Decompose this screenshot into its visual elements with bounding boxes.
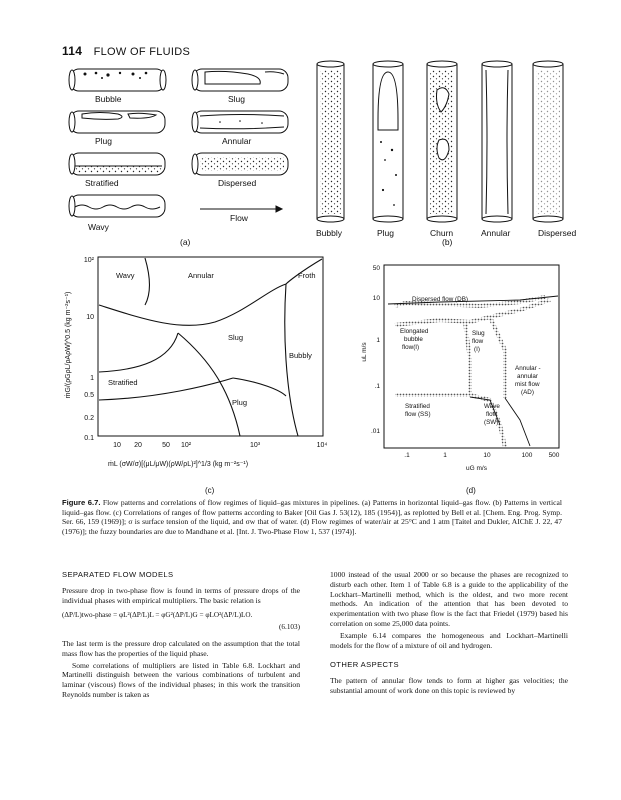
page-number: 114 — [62, 44, 83, 58]
vpipe-dispersed — [533, 61, 563, 222]
y-tick: .1 — [374, 383, 380, 390]
vpipe-churn — [427, 61, 457, 222]
label-churn: Churn — [430, 228, 454, 238]
label-annular-vertical: Annular — [481, 228, 511, 238]
pipe-stratified — [69, 153, 165, 175]
pipe-wavy — [69, 195, 165, 217]
figure-caption — [62, 498, 562, 536]
label-plug: Plug — [95, 136, 113, 146]
region-annular-mist: Annular -annular mist flow (AD) — [515, 365, 541, 396]
boundary-annular-slug — [99, 284, 286, 325]
y-tick: 0.5 — [84, 392, 94, 399]
left-column — [62, 570, 300, 702]
caption-text: Flow patterns and correlations of flow regimes of liquid–gas mixtures in pipelines. (a) Patterns in horizontal liquid–gas flow. (b) Patterns in vertical liquid–gas flow. (c) Correlations of ranges of flow patterns according to Baker [Oil Gas J. 53(12), 185 (1954)], as replotted by Bell et al. [Chem. Eng. Prog. Symp. Ser. 66, 159 (1969)]; σ is surface tension of the liquid, and σw that of water. (d) Flow regimes of water/air at 25°C and 1 atm [Taitel and Dukler, AIChE J. 22, 47 (1976)]; the fuzzy boundaries are due to Mandhane et al. [Int. J. Two-Phase Flow 1, 537 (1974)]. — [62, 498, 562, 536]
caption-label: Figure 6.7. — [62, 498, 101, 507]
taitel-x-axis-label: uG m/s — [466, 465, 487, 472]
equation-6-103 — [62, 611, 300, 621]
label-bubbly: Bubbly — [316, 228, 342, 238]
panel-d — [361, 265, 560, 495]
pipe-dispersed — [192, 153, 288, 175]
panel-b-labels — [316, 228, 577, 247]
running-title: FLOW OF FLUIDS — [93, 46, 191, 58]
x-tick: 10⁴ — [316, 442, 328, 449]
x-tick: .1 — [404, 452, 410, 459]
x-tick: 1 — [443, 452, 447, 459]
label-flow: Flow — [230, 213, 248, 223]
right-column — [330, 570, 568, 698]
region-froth: Froth — [298, 271, 316, 280]
section-heading-other-aspects: OTHER ASPECTS — [330, 660, 399, 670]
pipe-slug — [192, 69, 288, 91]
pipe-annular — [192, 111, 288, 133]
y-tick: 0.1 — [84, 435, 94, 442]
taitel-y-axis-label: uL m/s — [361, 342, 368, 362]
taitel-x-ticks — [404, 452, 560, 459]
paragraph: The pattern of annular flow tends to form at higher gas velocities; the substantial amount of work done on this topic is reviewed by — [330, 676, 568, 695]
region-slug-flow: Slug flow (I) — [472, 330, 485, 353]
x-tick: 10 — [113, 442, 121, 449]
region-wave: Wave flow (SW) — [484, 403, 500, 426]
panel-d-label: (d) — [466, 486, 476, 495]
region-wavy: Wavy — [116, 271, 135, 280]
label-wavy: Wavy — [88, 222, 109, 232]
label-slug: Slug — [228, 94, 246, 104]
taitel-y-ticks — [371, 265, 380, 435]
label-stratified: Stratified — [85, 178, 119, 188]
x-tick: 10³ — [249, 442, 261, 449]
y-tick: 10 — [372, 295, 380, 302]
boundary-wavy-annular — [145, 258, 150, 305]
boundary-slug-bubbly — [233, 378, 286, 396]
boundary-froth-bubbly — [285, 284, 298, 436]
baker-x-ticks — [113, 442, 327, 449]
panel-b-label: (b) — [442, 237, 453, 247]
baker-x-axis-label: ṁL (σW/σ)[(μL/μW)(ρW/ρL)²]^1/3 (kg m⁻²s⁻¹) — [108, 461, 249, 468]
x-tick: 500 — [548, 452, 560, 459]
region-elongated-bubble: Elongated bubble flow(I) — [400, 328, 429, 351]
baker-region-labels — [108, 271, 316, 407]
vpipe-annular — [482, 61, 512, 222]
region-slug: Slug — [228, 333, 244, 342]
region-dispersed: Dispersed flow (DB) — [412, 296, 468, 303]
y-tick: 50 — [372, 265, 380, 272]
paragraph: Some correlations of multipliers are listed in Table 6.8. Lockhart and Martinelli distinguish between the various combinations of turbulent and laminar (viscous) flows of the individual phases; in this work the transition Reynolds number is taken as — [62, 660, 300, 699]
vpipe-bubbly — [317, 61, 344, 222]
baker-plot-area — [98, 257, 323, 436]
vpipe-plug — [373, 61, 403, 222]
x-tick: 10 — [483, 452, 491, 459]
x-tick: 100 — [521, 452, 533, 459]
y-tick: 10² — [83, 257, 94, 264]
region-stratified-ss: Stratified flow (SS) — [405, 403, 431, 418]
label-bubble: Bubble — [95, 94, 122, 104]
paragraph: 1000 instead of the usual 2000 or so because the phases are recognized to disturb each other. Item 1 of Table 6.8 is a guide to the applicability of the Lockhart–Martinelli method, which is the oldest, and two more recent methods. An indication of the attention that has been devoted to experimentation with two phase flow is the fact that Friedel (1979) based his correlation on some 25,000 data points. — [330, 570, 568, 628]
region-bubbly: Bubbly — [289, 351, 312, 360]
label-plug-vertical: Plug — [377, 228, 395, 238]
panel-b — [317, 61, 563, 222]
panel-c-label: (c) — [205, 486, 215, 495]
y-tick: 0.2 — [84, 415, 94, 422]
boundary-stratified — [99, 333, 178, 372]
region-annular: Annular — [188, 271, 214, 280]
y-tick: 1 — [90, 375, 94, 382]
paragraph: Pressure drop in two-phase flow is found in terms of pressure drops of the individual phases with empirical multipliers. The basic relation is — [62, 585, 300, 605]
fuzzy-boundaries — [395, 297, 550, 447]
pipe-plug — [69, 111, 165, 133]
y-tick: 10 — [86, 314, 94, 321]
y-tick: .01 — [370, 428, 380, 435]
equation-number: (6.103) — [279, 623, 300, 632]
equation-text: (ΔP/L)two-phase = φL²(ΔP/L)L = φG²(ΔP/L)G = φLO²(ΔP/L)LO. — [62, 611, 253, 620]
region-plug: Plug — [232, 398, 248, 407]
label-dispersed-vertical: Dispersed — [538, 228, 577, 238]
region-stratified: Stratified — [108, 378, 138, 387]
panel-c — [65, 257, 327, 495]
label-annular: Annular — [222, 136, 252, 146]
label-dispersed: Dispersed — [218, 178, 257, 188]
x-tick: 50 — [162, 442, 170, 449]
section-heading-separated: SEPARATED FLOW MODELS — [62, 570, 174, 579]
baker-y-ticks — [84, 257, 95, 442]
y-tick: 1 — [376, 337, 380, 344]
baker-y-axis-label: ṁG/(ρGρL/ρAρW)^0.5 (kg m⁻²s⁻¹) — [65, 291, 72, 399]
panel-a-label: (a) — [180, 237, 191, 247]
paragraph: The last term is the pressure drop calculated on the assumption that the total mass flow has the properties of the liquid phase. — [62, 638, 300, 658]
pipe-bubble — [69, 69, 166, 91]
baker-boundaries — [99, 258, 322, 436]
paragraph: Example 6.14 compares the homogeneous and Lockhart–Martinelli models for the flow of a mixture of oil and hydrogen. — [330, 630, 568, 650]
x-tick: 10² — [180, 442, 192, 449]
x-tick: 20 — [134, 442, 142, 449]
